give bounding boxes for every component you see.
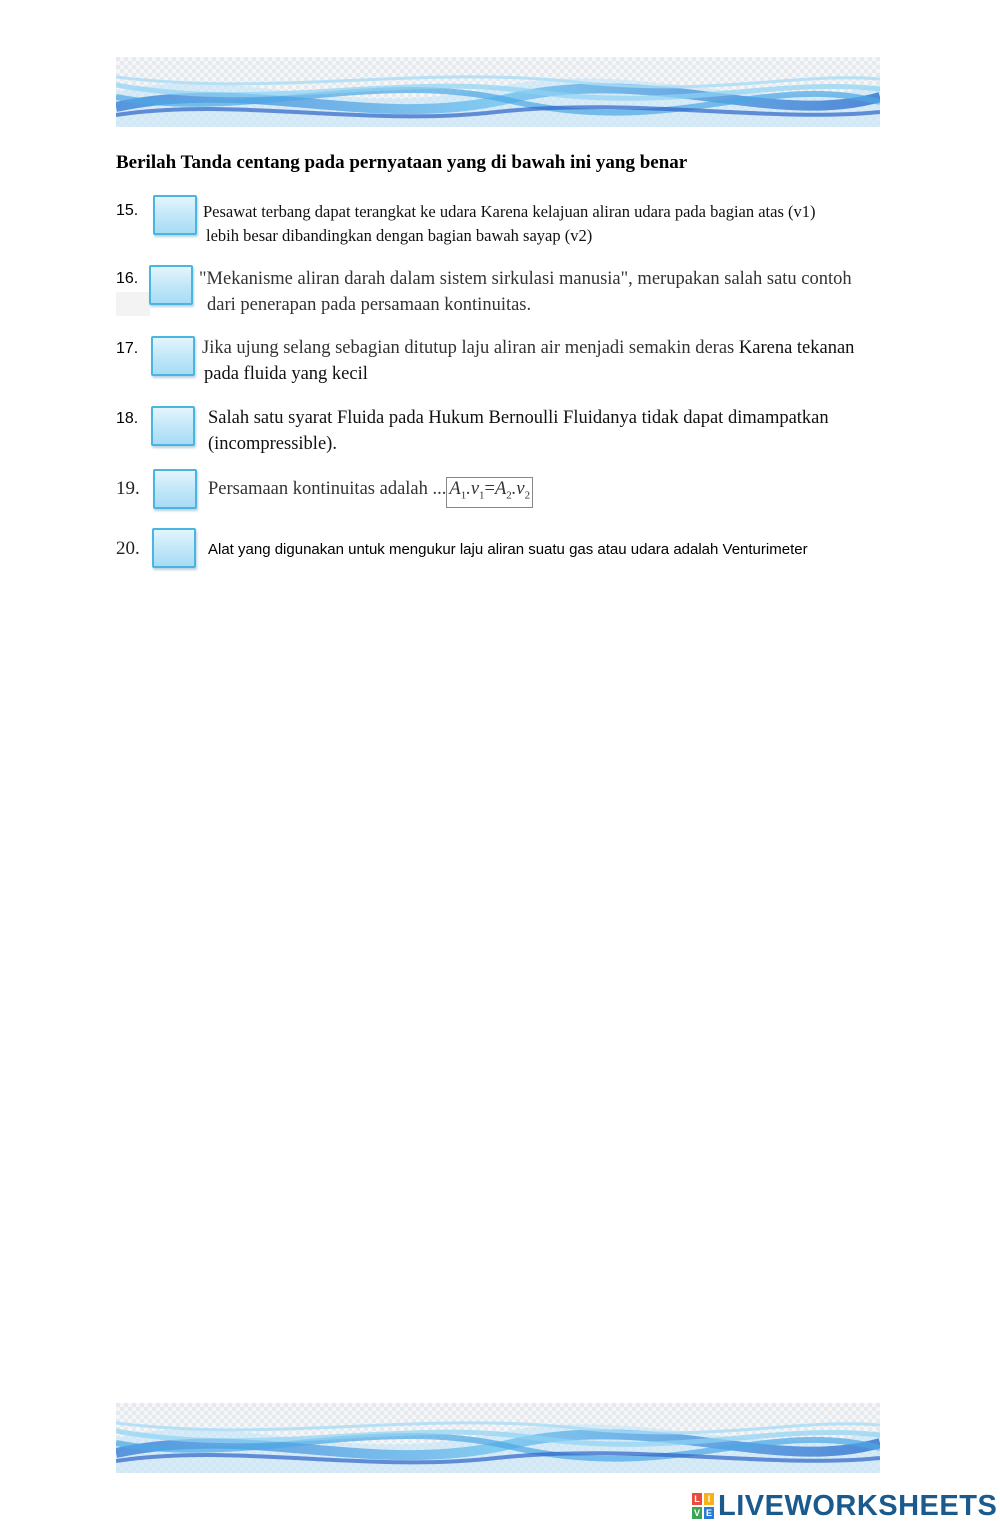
formula-sub-2: 1: [479, 489, 485, 502]
formula-a1: A: [449, 479, 461, 499]
continuity-formula: [446, 477, 533, 508]
logo-letter-l: L: [692, 1493, 702, 1505]
question-17-line-2: pada fluida yang kecil: [204, 364, 368, 384]
question-18-number: 18.: [116, 410, 139, 427]
question-19-statement: Persamaan kontinuitas adalah ...: [208, 479, 447, 499]
formula-a2: A: [494, 479, 507, 499]
question-19-number: 19.: [116, 478, 140, 499]
formula-dot-1: .: [466, 479, 471, 499]
question-16-checkbox[interactable]: [149, 265, 193, 305]
question-19-checkbox[interactable]: [153, 469, 197, 509]
question-20-checkbox[interactable]: [152, 528, 196, 568]
question-15-line-2: lebih besar dibandingkan dengan bagian bawah sayap (v2): [206, 226, 593, 245]
formula-v2: v: [516, 479, 525, 499]
question-15-line-1: Pesawat terbang dapat terangkat ke udara Karena kelajuan aliran udara pada bagian atas (v1): [203, 202, 816, 221]
liveworksheets-brand[interactable]: [692, 1490, 997, 1522]
question-17-number: 17.: [116, 340, 139, 357]
question-15-checkbox[interactable]: [153, 195, 197, 235]
question-16-number: 16.: [116, 270, 139, 287]
formula-dot-2: .: [511, 479, 517, 499]
footer-wave-banner: [116, 1403, 880, 1473]
question-16-text: [199, 266, 852, 318]
question-17-checkbox[interactable]: [151, 336, 195, 376]
question-19-text: [208, 476, 533, 508]
question-17-text: [202, 335, 854, 387]
question-18-checkbox[interactable]: [151, 406, 195, 446]
question-20-number: 20.: [116, 538, 140, 559]
question-17-line-1-part-b: Karena tekanan: [738, 338, 855, 358]
logo-letter-v: V: [693, 1508, 700, 1518]
formula-v1: v: [470, 479, 480, 499]
question-17-line-1: [202, 335, 854, 361]
logo-letter-i: I: [704, 1493, 714, 1505]
formula-sub-4: 2: [524, 489, 531, 502]
formula-equals: =: [484, 479, 495, 499]
question-15-number: 15.: [116, 202, 139, 219]
question-17-line-1-part-a: Jika ujung selang sebagian ditutup laju aliran air menjadi semakin deras: [202, 338, 735, 358]
question-18-line-2: (incompressible).: [208, 434, 337, 454]
header-wave-banner: [116, 57, 880, 127]
question-18-line-1: Salah satu syarat Fluida pada Hukum Bernoulli Fluidanya tidak dapat dimampatkan: [208, 408, 829, 428]
question-16-shade: [116, 292, 150, 316]
question-16-line-1: "Mekanisme aliran darah dalam sistem sirkulasi manusia", merupakan salah satu contoh: [199, 269, 852, 289]
instruction-heading: Berilah Tanda centang pada pernyataan yang di bawah ini yang benar: [116, 152, 688, 173]
question-18-text: [208, 405, 829, 457]
formula-sub-1: 1: [460, 489, 467, 502]
brand-name: LIVEWORKSHEETS: [718, 1489, 998, 1522]
question-15-text: [203, 200, 816, 248]
liveworksheets-logo-icon: [692, 1493, 714, 1519]
logo-letter-e: E: [705, 1508, 712, 1518]
formula-sub-3: 2: [506, 489, 512, 502]
question-20-text: Alat yang digunakan untuk mengukur laju aliran suatu gas atau udara adalah Venturimeter: [208, 541, 808, 558]
question-16-line-2: dari penerapan pada persamaan kontinuitas.: [207, 295, 532, 315]
